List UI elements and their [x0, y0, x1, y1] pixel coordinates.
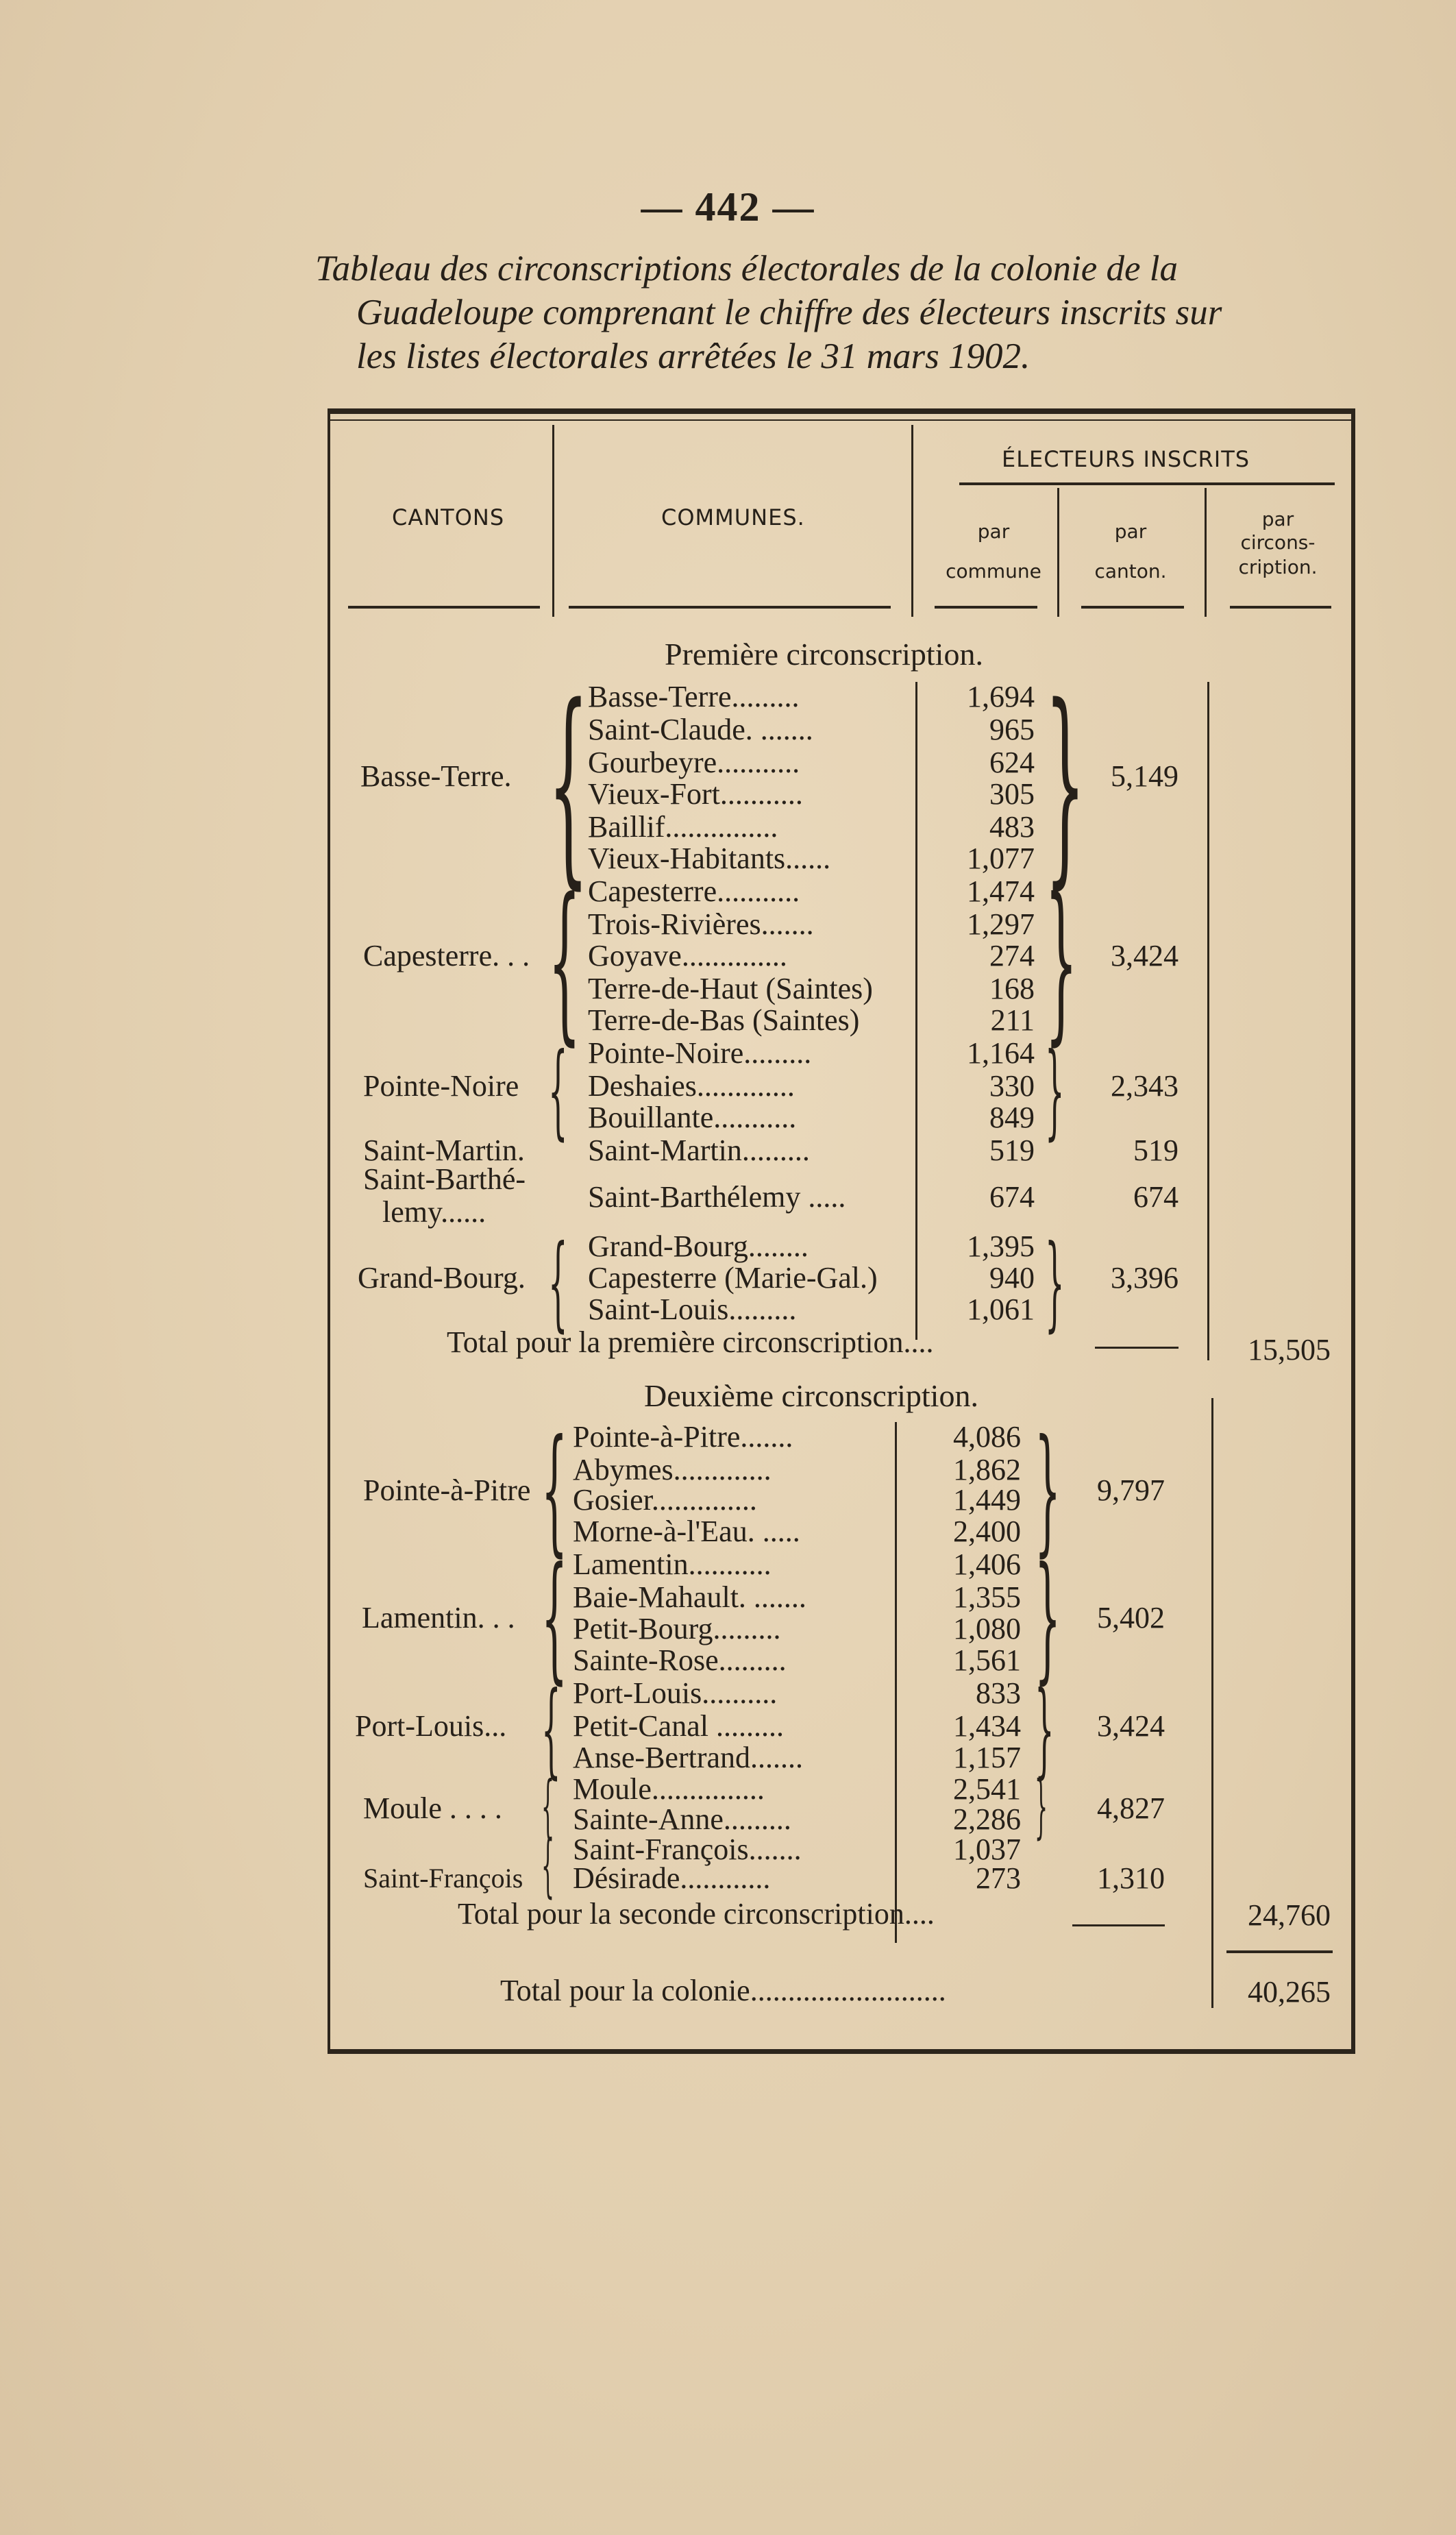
caption-line-2: Guadeloupe comprenant le chiffre des électeurs inscrits sur [356, 293, 1222, 332]
list-item: Trois-Rivières....... [588, 907, 814, 941]
commune-value: 2,541 [953, 1772, 1021, 1806]
commune-value: 168 [989, 972, 1035, 1005]
commune-value: 1,080 [953, 1612, 1021, 1645]
header-rule-circ [1230, 606, 1331, 609]
canton-total: 519 [1133, 1134, 1179, 1167]
colony-total-divider [1211, 1957, 1213, 2008]
colony-total-rule [1226, 1950, 1333, 1953]
commune-value: 1,449 [953, 1483, 1021, 1517]
brace-right: } [1045, 1223, 1065, 1343]
list-item: Morne-à-l'Eau. ..... [573, 1515, 800, 1548]
canton-total: 3,424 [1111, 939, 1179, 972]
list-item: Pointe-Noire......... [588, 1036, 812, 1070]
canton-total: 5,402 [1097, 1601, 1165, 1634]
dash-rule [1095, 1347, 1179, 1349]
canton-total: 5,149 [1111, 759, 1179, 793]
list-item: Deshaies............. [588, 1069, 795, 1103]
circ1-title: Première circonscription. [665, 637, 983, 672]
commune-value: 1,694 [967, 680, 1035, 713]
commune-value: 2,400 [953, 1515, 1021, 1548]
circ2-title: Deuxième circonscription. [644, 1378, 978, 1413]
canton-total: 3,396 [1111, 1261, 1179, 1295]
canton-total: 674 [1133, 1180, 1179, 1214]
list-item: Sainte-Rose......... [573, 1643, 787, 1677]
commune-value: 1,355 [953, 1580, 1021, 1614]
commune-value: 1,077 [967, 842, 1035, 875]
circ2-total-label: Total pour la seconde circonscription.... [458, 1897, 935, 1931]
list-item: Saint-Claude. ....... [588, 713, 813, 746]
header-divider-4 [1205, 488, 1207, 617]
list-item: Gosier.............. [573, 1483, 757, 1517]
commune-value: 305 [989, 777, 1035, 811]
header-par-canton-2: canton. [1094, 560, 1167, 583]
commune-divider-c2 [895, 1422, 897, 1943]
list-item: Lamentin........... [573, 1547, 772, 1581]
commune-divider-c1 [915, 682, 917, 1340]
list-item: Abymes............. [573, 1453, 772, 1486]
brace-right: } [1045, 861, 1078, 1061]
brace-left: { [541, 1825, 555, 1905]
list-item: Saint-François....... [573, 1833, 802, 1866]
header-cantons: CANTONS [392, 504, 505, 530]
brace-left: { [541, 1410, 568, 1570]
colony-total-value: 40,265 [1248, 1975, 1331, 2009]
commune-value: 1,434 [953, 1709, 1021, 1743]
header-par-circ-1: par [1261, 508, 1294, 530]
header-divider-2 [911, 425, 913, 617]
commune-value: 1,395 [967, 1229, 1035, 1263]
commune-value: 1,297 [967, 907, 1035, 941]
canton-name: Grand-Bourg. [358, 1261, 526, 1295]
commune-value: 483 [989, 810, 1035, 844]
circ2-total-value: 24,760 [1248, 1898, 1331, 1932]
caption-line-1: Tableau des circonscriptions électorales de la colonie de la [315, 249, 1179, 289]
header-divider-3 [1057, 488, 1059, 617]
list-item: Basse-Terre......... [588, 680, 800, 713]
header-divider-1 [552, 425, 554, 617]
list-item: Vieux-Fort........... [588, 777, 803, 811]
table-top-border [328, 408, 1355, 414]
brace-left: { [548, 1223, 568, 1343]
canton-name: Moule . . . . [363, 1791, 502, 1825]
list-item: Saint-Martin......... [588, 1134, 810, 1167]
brace-left: { [541, 1670, 561, 1789]
table-right-border [1351, 411, 1355, 2053]
brace-right: } [1035, 1670, 1054, 1789]
list-item: Capesterre........... [588, 874, 800, 908]
canton-name: Saint-Martin. [363, 1134, 525, 1167]
commune-value: 940 [989, 1261, 1035, 1295]
list-item: Petit-Canal ......... [573, 1709, 784, 1743]
canton-divider-c2 [1211, 1398, 1213, 2008]
canton-name: Pointe-Noire [363, 1069, 519, 1103]
header-par-circ-3: cription. [1238, 556, 1318, 578]
dash-rule [1072, 1924, 1165, 1926]
canton-total: 9,797 [1097, 1473, 1165, 1507]
commune-value: 330 [989, 1069, 1035, 1103]
brace-left: { [548, 861, 581, 1061]
canton-total: 4,827 [1097, 1791, 1165, 1825]
canton-name: Saint-François [363, 1863, 523, 1894]
list-item: Port-Louis.......... [573, 1676, 778, 1710]
list-item: Désirade............ [573, 1861, 771, 1895]
commune-value: 1,406 [953, 1547, 1021, 1581]
list-item: Moule............... [573, 1772, 765, 1806]
header-rule-canton [1081, 606, 1184, 609]
header-par-commune-2: commune [946, 560, 1041, 583]
list-item: Saint-Barthélemy ..... [588, 1180, 846, 1214]
brace-left: { [548, 1031, 568, 1151]
canton-total: 3,424 [1097, 1709, 1165, 1743]
commune-value: 1,061 [967, 1293, 1035, 1326]
header-rule-commune [935, 606, 1037, 609]
canton-name: Lamentin. . . [362, 1601, 515, 1634]
canton-name: Basse-Terre. [360, 759, 512, 793]
canton-name: Port-Louis... [355, 1709, 507, 1743]
list-item: Vieux-Habitants...... [588, 842, 831, 875]
brace-left: { [541, 1766, 555, 1846]
list-item: Terre-de-Bas (Saintes) [588, 1003, 860, 1037]
commune-value: 4,086 [953, 1420, 1021, 1454]
table-bottom-border [328, 2049, 1355, 2054]
header-par-circ-2: circons- [1240, 531, 1316, 554]
commune-value: 1,157 [953, 1741, 1021, 1774]
list-item: Capesterre (Marie-Gal.) [588, 1261, 878, 1295]
canton-name: Pointe-à-Pitre [363, 1473, 531, 1507]
electeurs-rule [959, 482, 1335, 485]
header-par-commune-1: par [977, 520, 1010, 543]
commune-value: 211 [990, 1003, 1035, 1037]
commune-value: 849 [989, 1101, 1035, 1134]
canton-total: 2,343 [1111, 1069, 1179, 1103]
list-item: Anse-Bertrand....... [573, 1741, 804, 1774]
brace-left: { [541, 1538, 568, 1698]
commune-value: 1,561 [953, 1643, 1021, 1677]
commune-value: 1,037 [953, 1833, 1021, 1866]
list-item: Sainte-Anne......... [573, 1802, 791, 1836]
canton-divider-c1 [1207, 682, 1209, 1360]
brace-right: } [1035, 1538, 1061, 1698]
canton-name: Saint-Barthé- [363, 1162, 526, 1196]
header-communes: COMMUNES. [661, 504, 805, 530]
list-item: Pointe-à-Pitre....... [573, 1420, 793, 1454]
header-par-canton-1: par [1114, 520, 1147, 543]
commune-value: 624 [989, 746, 1035, 779]
caption-line-3: les listes électorales arrêtées le 31 mars 1902. [356, 336, 1031, 376]
commune-value: 1,862 [953, 1453, 1021, 1486]
commune-value: 2,286 [953, 1802, 1021, 1836]
commune-value: 965 [989, 713, 1035, 746]
canton-total: 1,310 [1097, 1861, 1165, 1895]
list-item: Saint-Louis......... [588, 1293, 797, 1326]
header-rule-cantons [348, 606, 540, 609]
list-item: Baillif............... [588, 810, 778, 844]
list-item: Petit-Bourg......... [573, 1612, 781, 1645]
brace-left: { [548, 661, 589, 908]
brace-right: } [1035, 1766, 1048, 1846]
table-top-border-thin [328, 419, 1355, 421]
commune-value: 273 [976, 1861, 1021, 1895]
colony-total-label: Total pour la colonie.......................... [500, 1974, 946, 2007]
header-electeurs: ÉLECTEURS INSCRITS [1002, 446, 1250, 472]
list-item: Terre-de-Haut (Saintes) [588, 972, 873, 1005]
list-item: Grand-Bourg........ [588, 1229, 809, 1263]
commune-value: 833 [976, 1676, 1021, 1710]
brace-right: } [1035, 1410, 1061, 1570]
list-item: Baie-Mahault. ....... [573, 1580, 806, 1614]
commune-value: 1,164 [967, 1036, 1035, 1070]
canton-name: Capesterre. . . [363, 939, 530, 972]
brace-right: } [1045, 1031, 1065, 1151]
table-left-border [328, 411, 330, 2053]
canton-name-cont: lemy...... [382, 1195, 486, 1229]
commune-value: 274 [989, 939, 1035, 972]
list-item: Gourbeyre........... [588, 746, 800, 779]
circ1-total-label: Total pour la première circonscription.... [447, 1325, 934, 1359]
commune-value: 1,474 [967, 874, 1035, 908]
page-number: — 442 — [641, 184, 815, 230]
commune-value: 674 [989, 1180, 1035, 1214]
brace-right: } [1045, 661, 1086, 908]
circ1-total-value: 15,505 [1248, 1333, 1331, 1367]
commune-value: 519 [989, 1134, 1035, 1167]
header-rule-communes [569, 606, 891, 609]
list-item: Bouillante........... [588, 1101, 797, 1134]
list-item: Goyave.............. [588, 939, 787, 972]
